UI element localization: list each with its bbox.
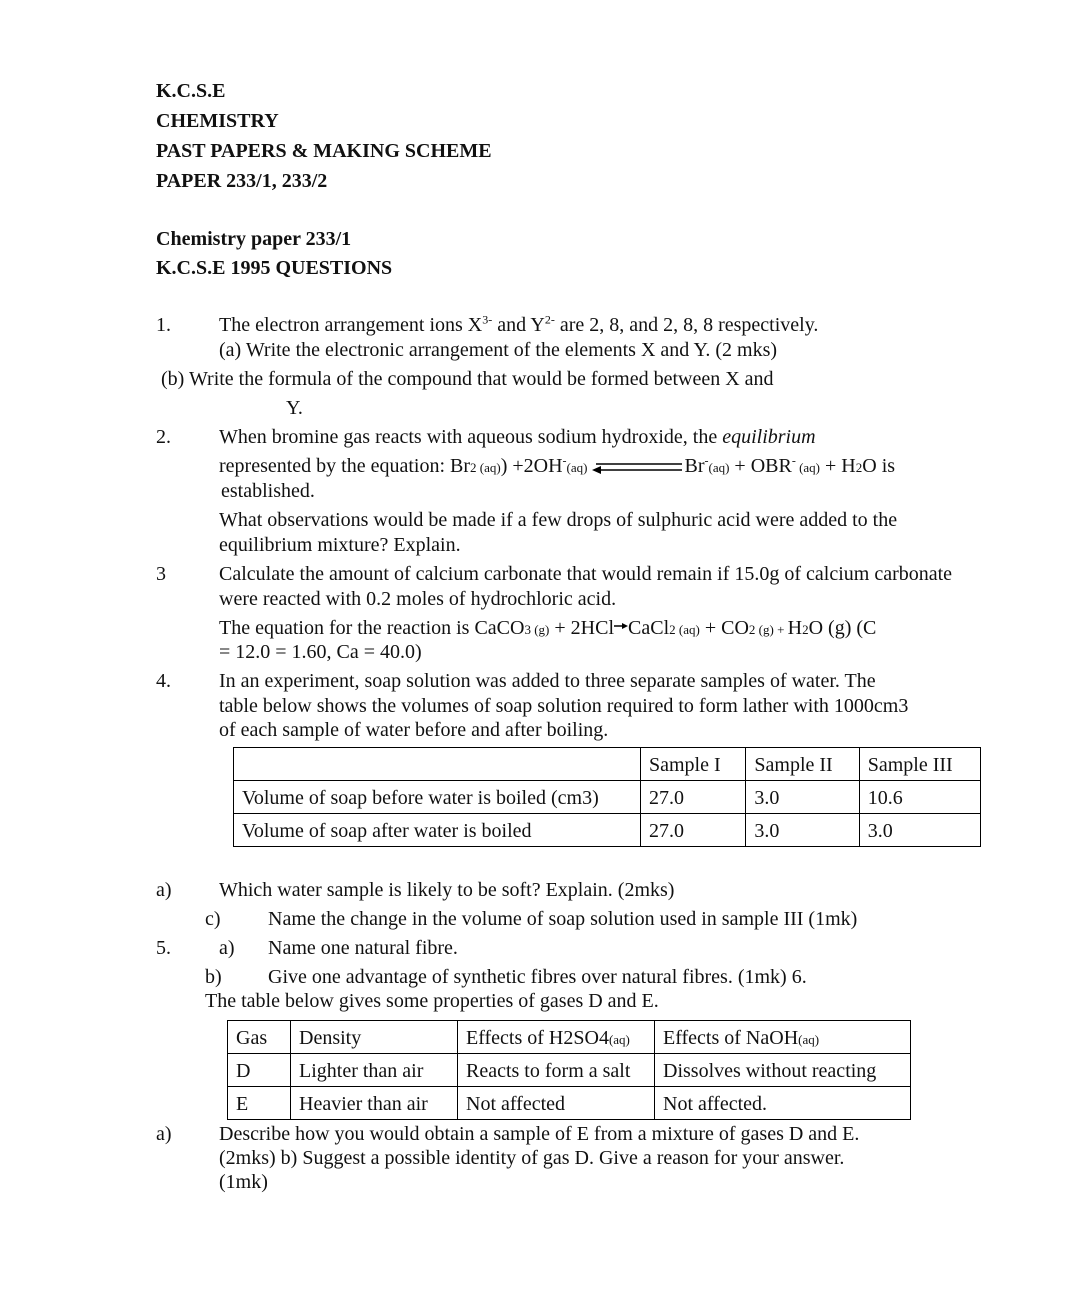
table-cell: Lighter than air	[291, 1054, 458, 1087]
question-2-line5: equilibrium mixture? Explain.	[219, 534, 461, 556]
table-header-cell: Gas	[228, 1021, 291, 1054]
question-2-equation: represented by the equation: Br2 (aq)) +2OH-(aq) Br-(aq) + OBR- (aq) + H2O is	[219, 453, 896, 477]
question-5-part-b-label: b)	[205, 966, 222, 988]
question-1-line1: The electron arrangement ions $X^{3-}$ and $Y^{2-}$ are 2, 8, and 2, 8, 8 respectively.	[219, 312, 819, 336]
reaction-arrow-icon	[614, 622, 628, 636]
table-cell: 3.0	[859, 814, 980, 847]
doc-title-series: PAST PAPERS & MAKING SCHEME	[156, 140, 492, 162]
section-subtitle: K.C.S.E 1995 QUESTIONS	[156, 257, 393, 279]
question-4-line2: table below shows the volumes of soap solution required to form lather with 1000cm3	[219, 695, 909, 717]
question-4-part-a-label: a)	[156, 879, 172, 901]
table-header-cell: Sample I	[641, 748, 746, 781]
question-2-number: 2.	[156, 426, 171, 448]
table-cell: 10.6	[859, 781, 980, 814]
table-cell: Not affected.	[655, 1087, 911, 1120]
question-6-intro: The table below gives some properties of gases D and E.	[205, 990, 659, 1012]
question-5-part-a: Name one natural fibre.	[268, 937, 458, 959]
question-3-line2: were reacted with 0.2 moles of hydrochloric acid.	[219, 588, 617, 610]
gas-properties-table	[227, 1020, 911, 1120]
soap-volume-table	[233, 747, 981, 847]
doc-title-subject: CHEMISTRY	[156, 110, 279, 132]
equilibrium-arrow-icon	[592, 460, 684, 474]
question-1-part-a: (a) Write the electronic arrangement of the elements X and Y. (2 mks)	[219, 339, 778, 361]
question-4-line3: of each sample of water before and after boiling.	[219, 719, 609, 741]
question-6-line2: (2mks) b) Suggest a possible identity of gas D. Give a reason for your answer.	[219, 1147, 845, 1169]
question-3-line4: = 12.0 = 1.60, Ca = 40.0)	[219, 641, 422, 663]
table-cell: 27.0	[641, 781, 746, 814]
question-3-number: 3	[156, 563, 166, 585]
table-row	[234, 781, 981, 814]
table-cell: Not affected	[458, 1087, 655, 1120]
doc-title-kcse: K.C.S.E	[156, 80, 226, 102]
table-header-cell: Density	[291, 1021, 458, 1054]
table-cell: Volume of soap after water is boiled	[234, 814, 641, 847]
question-1-number: 1.	[156, 314, 171, 336]
table-cell: 27.0	[641, 814, 746, 847]
table-cell: 3.0	[746, 781, 859, 814]
question-1-part-b-cont: Y.	[286, 397, 303, 419]
question-5-part-b: Give one advantage of synthetic fibres over natural fibres. (1mk) 6.	[268, 966, 807, 988]
table-row	[234, 814, 981, 847]
question-6-line1: Describe how you would obtain a sample of E from a mixture of gases D and E.	[219, 1123, 860, 1145]
table-header-row	[234, 748, 981, 781]
question-4-number: 4.	[156, 670, 171, 692]
table-row	[228, 1054, 911, 1087]
question-6-part-a-label: a)	[156, 1123, 172, 1145]
question-5-part-a-label: a)	[219, 937, 235, 959]
table-cell: 3.0	[746, 814, 859, 847]
table-cell: Dissolves without reacting	[655, 1054, 911, 1087]
table-cell: Heavier than air	[291, 1087, 458, 1120]
table-header-cell	[234, 748, 641, 781]
question-3-equation: The equation for the reaction is CaCO3 (g) + 2HCl CaCl2 (aq) + CO2 (g) + H2O (g) (C	[219, 617, 877, 639]
table-header-row	[228, 1021, 911, 1054]
question-4-part-c-label: c)	[205, 908, 221, 930]
table-header-cell: Effects of NaOH(aq)	[655, 1021, 911, 1054]
question-6-line3: (1mk)	[219, 1171, 268, 1193]
question-2-line4: What observations would be made if a few drops of sulphuric acid were added to the	[219, 509, 898, 531]
table-header-cell: Sample III	[859, 748, 980, 781]
question-4-part-a: Which water sample is likely to be soft? Explain. (2mks)	[219, 879, 675, 901]
question-4-part-c: Name the change in the volume of soap solution used in sample III (1mk)	[268, 908, 858, 930]
table-cell: E	[228, 1087, 291, 1120]
question-5-number: 5.	[156, 937, 171, 959]
table-header-cell: Sample II	[746, 748, 859, 781]
table-cell: D	[228, 1054, 291, 1087]
question-1-part-b: (b) Write the formula of the compound that would be formed between X and	[161, 368, 774, 390]
doc-title-paper: PAPER 233/1, 233/2	[156, 170, 328, 192]
table-cell: Volume of soap before water is boiled (cm3)	[234, 781, 641, 814]
question-2-line1: When bromine gas reacts with aqueous sodium hydroxide, the equilibrium	[219, 426, 816, 448]
section-title: Chemistry paper 233/1	[156, 228, 352, 250]
question-4-line1: In an experiment, soap solution was added to three separate samples of water. The	[219, 670, 876, 692]
question-2-line3: established.	[221, 480, 315, 502]
table-row	[228, 1087, 911, 1120]
table-cell: Reacts to form a salt	[458, 1054, 655, 1087]
table-header-cell: Effects of H2SO4(aq)	[458, 1021, 655, 1054]
question-3-line1: Calculate the amount of calcium carbonate that would remain if 15.0g of calcium carbonate	[219, 563, 953, 585]
